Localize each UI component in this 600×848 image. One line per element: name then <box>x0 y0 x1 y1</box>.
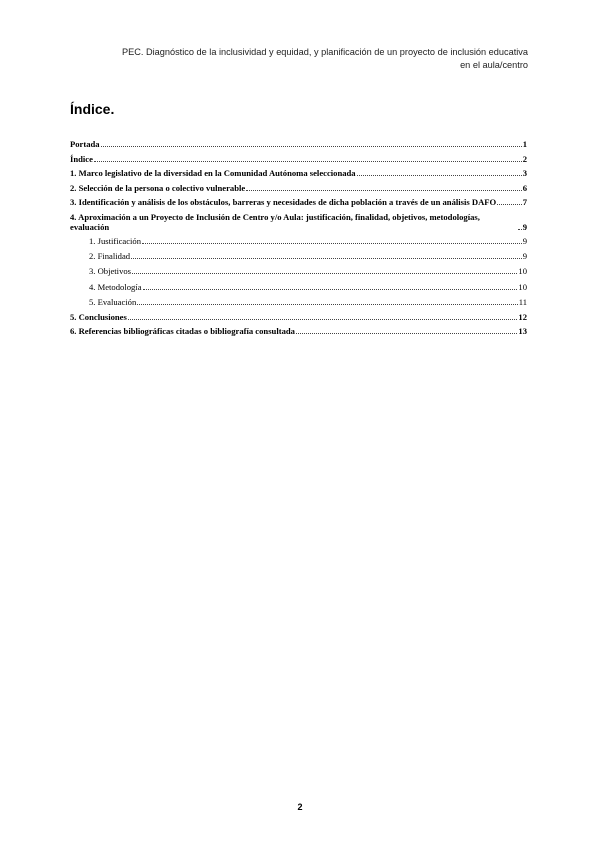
toc-entry-page: 11 <box>518 296 527 307</box>
toc-leader-dots <box>131 257 522 259</box>
toc-leader-dots <box>357 174 522 176</box>
toc-entry-page: 9 <box>522 221 527 232</box>
toc-entry-title: 6. Referencias bibliográficas citadas o bibliografía consultada <box>70 326 295 337</box>
toc-entry-page: 13 <box>518 326 527 337</box>
page-header <box>70 46 528 72</box>
toc-entry-page: 10 <box>518 266 527 277</box>
toc-leader-dots <box>143 288 518 290</box>
toc-subentry-finalidad[interactable] <box>70 251 527 261</box>
toc-leader-dots <box>101 145 522 147</box>
toc-entry-analisis-dafo[interactable] <box>70 197 527 207</box>
toc-entry-page: 10 <box>518 281 527 292</box>
toc-leader-dots <box>518 228 522 230</box>
toc-subentry-metodologia[interactable] <box>70 282 527 292</box>
toc-entry-conclusiones[interactable] <box>70 312 527 322</box>
toc-subentry-objetivos[interactable] <box>70 266 527 276</box>
toc-entry-title: Portada <box>70 139 100 149</box>
toc-entry-seleccion-colectivo[interactable] <box>70 183 527 193</box>
toc-leader-dots <box>128 318 518 320</box>
toc-entry-title: 4. Aproximación a un Proyecto de Inclusión de Centro y/o Aula: justificación, finalidad, objetivos, metodologías, evaluación <box>70 211 480 232</box>
toc-entry-title: 5. Conclusiones <box>70 311 127 322</box>
toc-entry-title: 1. Justificación <box>89 236 142 246</box>
toc-entry-title: 2. Finalidad <box>89 251 131 262</box>
toc-entry-title: 5. Evaluación <box>89 296 137 307</box>
toc-entry-marco-legislativo[interactable] <box>70 168 527 178</box>
toc-entry-page: 6 <box>522 182 527 193</box>
index-title: Índice. <box>70 101 115 117</box>
toc-leader-dots <box>137 303 517 305</box>
toc-entry-title: 3. Identificación y análisis de los obstáculos, barreras y necesidades de dicha población a través de un análisis DAFO <box>70 197 497 207</box>
toc-entry-referencias[interactable] <box>70 326 527 336</box>
toc-entry-portada[interactable] <box>70 139 527 149</box>
toc-entry-title: 3. Objetivos <box>89 266 132 277</box>
table-of-contents <box>70 139 527 341</box>
toc-entry-indice[interactable] <box>70 154 527 164</box>
toc-entry-page: 3 <box>522 168 527 178</box>
toc-leader-dots <box>142 242 522 244</box>
toc-entry-page: 2 <box>522 153 527 164</box>
toc-leader-dots <box>246 189 522 191</box>
toc-entry-title: 4. Metodología <box>89 281 142 292</box>
toc-entry-title: 1. Marco legislativo de la diversidad en la Comunidad Autónoma seleccionada <box>70 168 356 178</box>
toc-entry-page: 12 <box>518 311 527 322</box>
toc-entry-proyecto-inclusion[interactable] <box>70 212 527 232</box>
toc-subentry-evaluacion[interactable] <box>70 297 527 307</box>
toc-entry-title: Índice <box>70 153 93 164</box>
toc-entry-page: 1 <box>522 139 527 149</box>
toc-entry-title: 2. Selección de la persona o colectivo vulnerable <box>70 182 246 193</box>
toc-leader-dots <box>296 332 517 334</box>
toc-leader-dots <box>497 203 521 205</box>
toc-leader-dots <box>94 160 522 162</box>
toc-leader-dots <box>132 272 517 274</box>
toc-entry-page: 9 <box>522 251 527 262</box>
header-line-2: en el aula/centro <box>460 60 528 70</box>
toc-entry-page: 9 <box>522 236 527 246</box>
toc-entry-page: 7 <box>522 197 527 207</box>
header-line-1: PEC. Diagnóstico de la inclusividad y equidad, y planificación de un proyecto de inclusión educativa <box>121 47 528 57</box>
page-number: 2 <box>297 802 303 812</box>
toc-subentry-justificacion[interactable] <box>70 236 527 246</box>
